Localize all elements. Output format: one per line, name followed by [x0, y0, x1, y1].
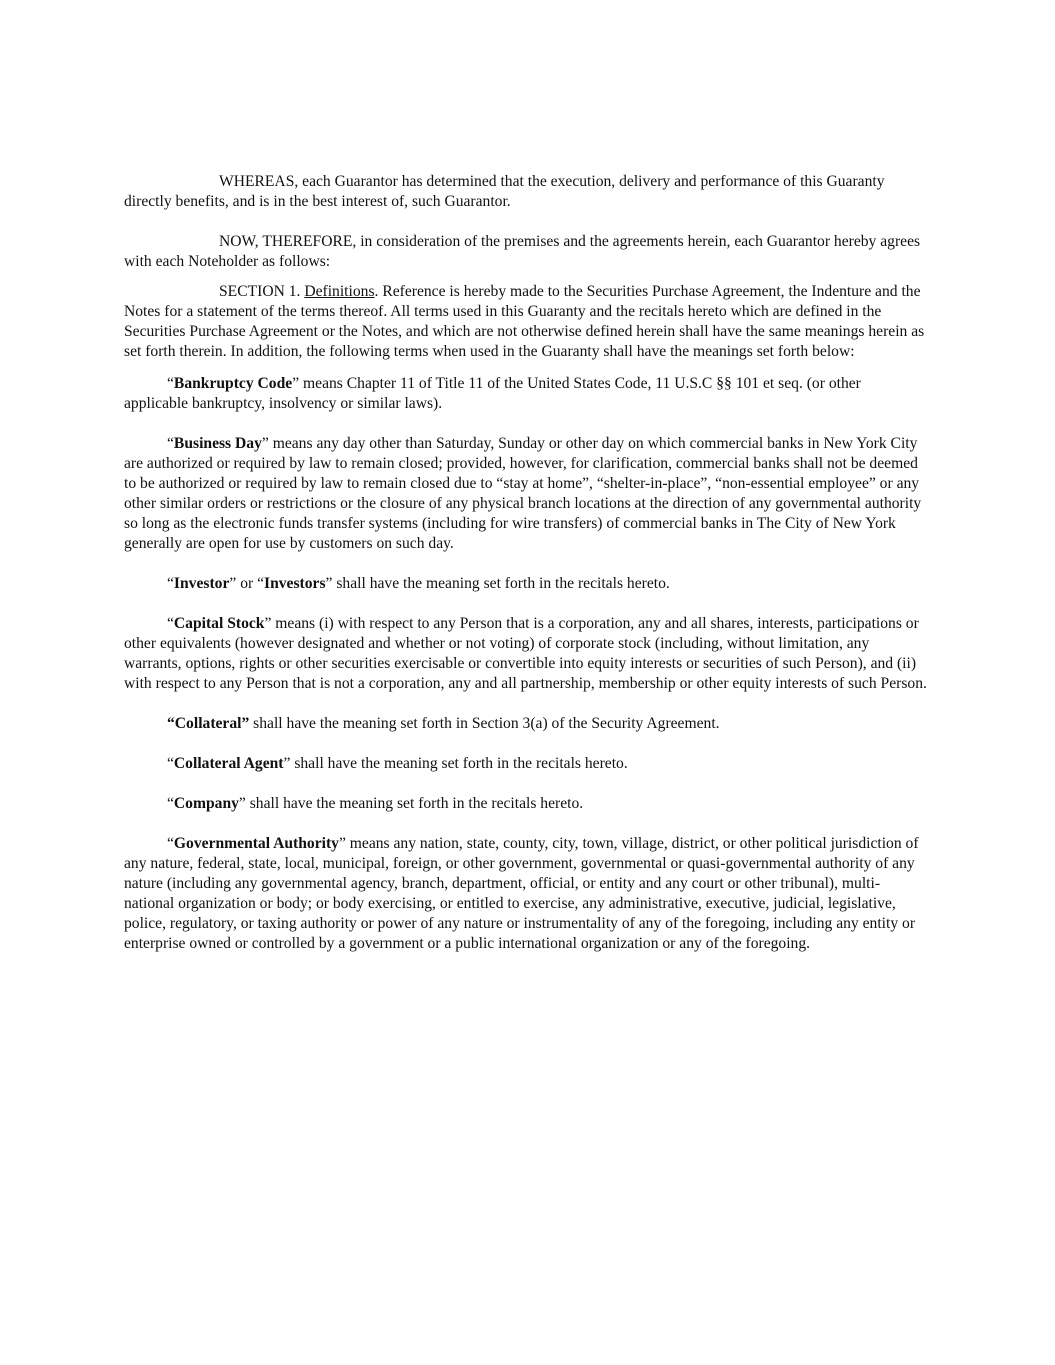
term-separator: ” or “ [229, 575, 265, 592]
definition-text: ” shall have the meaning set forth in the recitals hereto. [283, 755, 628, 772]
quote-open: “ [167, 795, 174, 812]
definition-governmental-authority [124, 834, 928, 954]
definition-text: ” shall have the meaning set forth in the recitals hereto. [238, 795, 584, 812]
section-1-heading: Definitions [304, 283, 375, 300]
definition-investor [124, 574, 928, 594]
quote-open: “ [167, 435, 174, 452]
now-therefore-paragraph: NOW, THEREFORE, in consideration of the premises and the agreements herein, each Guarantor hereby agrees with each Noteholder as follows: [124, 233, 921, 270]
defined-term: Governmental Authority [173, 835, 339, 852]
definition-collateral-agent [124, 754, 928, 774]
whereas-paragraph: WHEREAS, each Guarantor has determined that the execution, delivery and performance of this Guaranty directly benefits, and is in the best interest of, such Guarantor. [124, 173, 885, 210]
defined-term: Business Day [173, 435, 262, 452]
section-1-body: . Reference is hereby made to the Securities Purchase Agreement, the Indenture and the Notes for a statement of the terms thereof. All terms used in this Guaranty and the recitals hereto which are defined in the Securities Purchase Agreement or the Notes, and which are not otherwise defined herein shall have the same meanings herein as set forth therein. In addition, the following terms when used in the Guaranty shall have the meanings set forth below: [124, 283, 925, 360]
definition-capital-stock [124, 614, 928, 694]
quote-open: “ [167, 835, 174, 852]
quote-open: “ [167, 615, 174, 632]
definition-text: ” means any nation, state, county, city, town, village, district, or other political jurisdiction of any nature, federal, state, local, municipal, foreign, or other government, governmental or quasi-governmental authority of any nature (including any governmental agency, branch, department, official, or entity and any court or other tribunal), multi-national organization or body; or body exercising, or entitled to exercise, any administrative, executive, judicial, legislative, police, regulatory, or taxing authority or power of any nature or instrumentality of any of the foregoing, including any entity or enterprise owned or controlled by a government or a public international organization or any of the foregoing. [124, 835, 919, 952]
document-page [124, 172, 928, 954]
definition-business-day [124, 434, 928, 554]
definition-bankruptcy-code [124, 374, 928, 414]
section-1-paragraph [124, 282, 928, 362]
defined-term: Capital Stock [173, 615, 265, 632]
quote-open: “ [167, 755, 174, 772]
defined-term: Collateral Agent [173, 755, 284, 772]
definition-company [124, 794, 928, 814]
definition-text: ” means (i) with respect to any Person that is a corporation, any and all shares, interests, participations or other equivalents (however designated and whether or not voting) of corporate stock (including, without limitation, any warrants, options, rights or other securities exercisable or convertible into equity interests or securities of such Person), and (ii) with respect to any Person that is not a corporation, any and all partnership, membership or other equity interests of such Person. [124, 615, 927, 692]
defined-term: Investors [264, 575, 326, 592]
quote-open: “ [167, 575, 174, 592]
definition-collateral [124, 714, 928, 734]
defined-term: Bankruptcy Code [173, 375, 293, 392]
definition-text: ” shall have the meaning set forth in the recitals hereto. [325, 575, 670, 592]
defined-term: “Collateral” [167, 715, 250, 732]
defined-term: Investor [173, 575, 230, 592]
definition-text: ” means Chapter 11 of Title 11 of the United States Code, 11 U.S.C §§ 101 et seq. (or other applicable bankruptcy, insolvency or similar laws). [124, 375, 861, 412]
definition-text: ” means any day other than Saturday, Sunday or other day on which commercial banks in New York City are authorized or required by law to remain closed; provided, however, for clarification, commercial banks shall not be deemed to be authorized or required by law to remain closed due to “stay at home”, “shelter-in-place”, “non-essential employee” or any other similar orders or restrictions or the closure of any physical branch locations at the direction of any governmental authority so long as the electronic funds transfer systems (including for wire transfers) of commercial banks in The City of New York generally are open for use by customers on such day. [124, 435, 922, 552]
defined-term: Company [173, 795, 239, 812]
quote-open: “ [167, 375, 174, 392]
definition-text: shall have the meaning set forth in Section 3(a) of the Security Agreement. [249, 715, 720, 732]
section-1-prefix: SECTION 1. [219, 283, 305, 300]
